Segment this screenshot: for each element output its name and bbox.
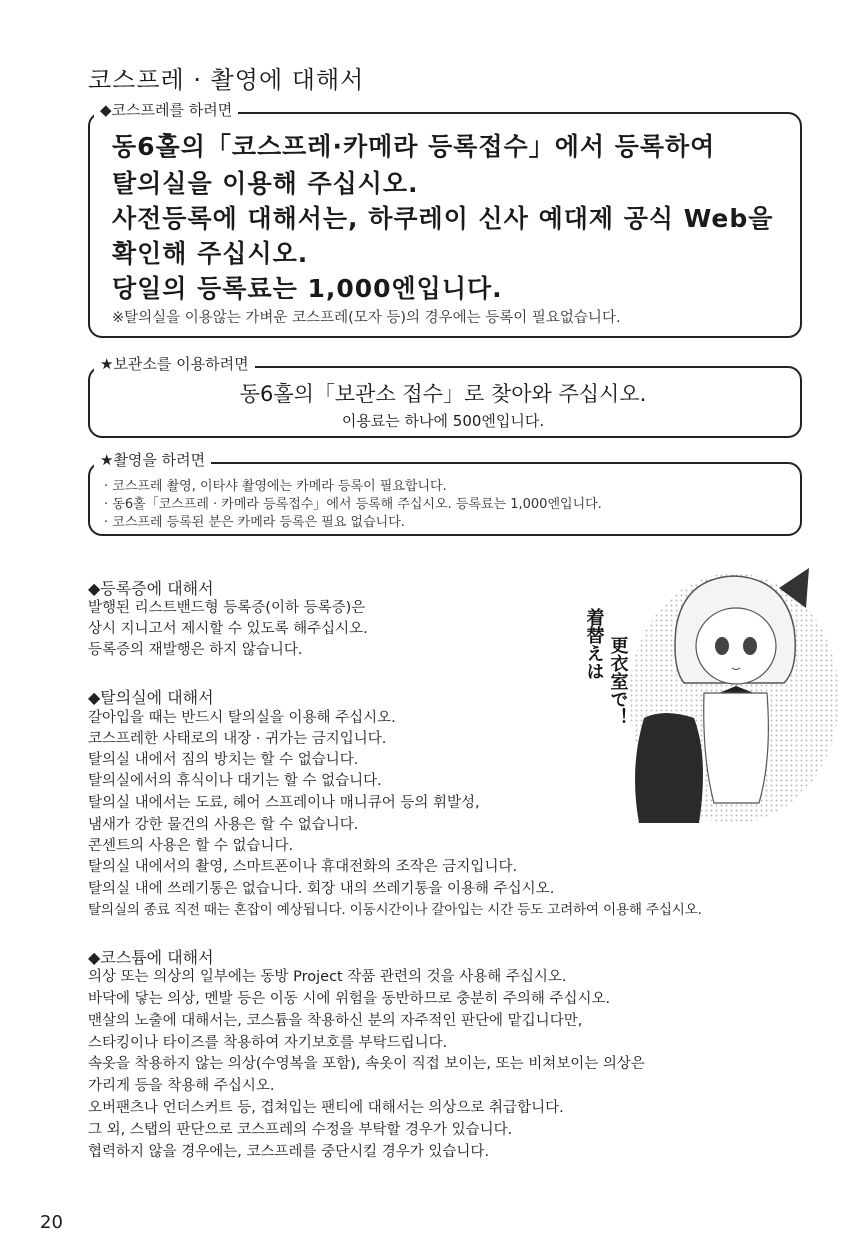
character-face: [696, 608, 776, 684]
costume-line: 오버팬츠나 언더스커트 등, 겹쳐입는 팬티에 대해서는 의상으로 취급합니다.: [88, 1100, 564, 1116]
costume-line: 협력하지 않을 경우에는, 코스프레를 중단시킬 경우가 있습니다.: [88, 1144, 490, 1160]
character-illustration: [584, 558, 844, 828]
changing-room-line: 탈의실에서의 휴식이나 대기는 할 수 없습니다.: [88, 773, 382, 789]
storage-main-text: 동6홀의「보관소 접수」로 찾아와 주십시오.: [239, 382, 647, 406]
box1-line-4: 확인해 주십시오.: [112, 239, 309, 268]
photography-label: ★촬영을 하려면: [94, 449, 211, 470]
costume-line: 그 외, 스탭의 판단으로 코스프레의 수정을 부탁할 경우가 있습니다.: [88, 1122, 513, 1138]
section-head-costume: ◆코스튬에 대해서: [88, 948, 214, 967]
costume-line: 스타킹이나 타이즈를 착용하여 자기보호를 부탁드립니다.: [88, 1035, 448, 1051]
box1-line-3: 사전등록에 대해서는, 하쿠레이 신사 예대제 공식 Web을: [112, 204, 774, 233]
changing-room-line: 탈의실 내에서 짐의 방치는 할 수 없습니다.: [88, 752, 359, 768]
costume-line: 바닥에 닿는 의상, 멘발 등은 이동 시에 위험을 동반하므로 충분히 주의해 주십시오.: [88, 991, 611, 1007]
photography-line-2: · 동6홀「코스프레 · 카메라 등록접수」에서 등록해 주십시오. 등록료는 1,000엔입니다.: [104, 497, 602, 512]
box1-line-5: 당일의 등록료는 1,000엔입니다.: [112, 274, 503, 303]
changing-room-line: 갈아입을 때는 반드시 탈의실을 이용해 주십시오.: [88, 710, 396, 726]
changing-room-line: 탈의실 내에서는 도료, 헤어 스프레이나 매니큐어 등의 휘발성,: [88, 795, 480, 811]
changing-room-line: 냄새가 강한 물건의 사용은 할 수 없습니다.: [88, 817, 359, 833]
changing-room-line: 탈의실 내에 쓰레기통은 없습니다. 회장 내의 쓰레기통을 이용해 주십시오.: [88, 881, 555, 897]
registration-card-line: 발행된 리스트밴드형 등록증(이하 등록증)은: [88, 600, 366, 616]
changing-room-line: 탈의실 내에서의 촬영, 스마트폰이나 휴대전화의 조작은 금지입니다.: [88, 859, 518, 875]
costume-line: 의상 또는 의상의 일부에는 동방 Project 작품 관련의 것을 사용해 주십시오.: [88, 969, 567, 985]
box1-line-2: 탈의실을 이용해 주십시오.: [112, 169, 419, 198]
caption-dressing-room: 更衣室で！: [607, 636, 629, 726]
caption-changing: 着替えは: [584, 608, 605, 680]
registration-card-line: 상시 지니고서 제시할 수 있도록 해주십시오.: [88, 621, 368, 637]
costume-line: 속옷을 착용하지 않는 의상(수영복을 포함), 속옷이 직접 보이는, 또는 비쳐보이는 의상은: [88, 1056, 645, 1072]
character-body: [704, 693, 769, 803]
storage-fee-text: 이용료는 하나에 500엔입니다.: [341, 412, 545, 430]
photography-line-3: · 코스프레 등록된 분은 카메라 등록은 필요 없습니다.: [104, 515, 405, 530]
changing-room-line: 탈의실의 종료 직전 때는 혼잡이 예상됩니다. 이동시간이나 갈아입는 시간 등도 고려하여 이용해 주십시오.: [88, 902, 702, 918]
changing-room-line: 코스프레한 사태로의 내장 · 귀가는 금지입니다.: [88, 731, 387, 747]
cosplay-registration-label: ◆코스프레를 하려면: [94, 99, 238, 120]
section-head-changing-room: ◆탈의실에 대해서: [88, 688, 214, 707]
page-number: 20: [40, 1212, 63, 1233]
costume-line: 가리게 등을 착용해 주십시오.: [88, 1078, 275, 1094]
section-head-registration-card: ◆등록증에 대해서: [88, 579, 214, 598]
box1-line-1: 동6홀의「코스프레·카메라 등록접수」에서 등록하여: [112, 132, 716, 161]
character-illustration-svg: [584, 558, 844, 828]
held-clothing: [635, 713, 703, 823]
storage-label: ★보관소를 이용하려면: [94, 353, 255, 374]
photography-line-1: · 코스프레 촬영, 이타샤 촬영에는 카메라 등록이 필요합니다.: [104, 479, 447, 494]
registration-card-line: 등록증의 재발행은 하지 않습니다.: [88, 642, 303, 658]
page-title: 코스프레 · 촬영에 대해서: [88, 66, 365, 94]
box1-note: ※탈의실을 이용않는 가벼운 코스프레(모자 등)의 경우에는 등록이 필요없습니다.: [112, 310, 621, 326]
costume-line: 맨살의 노출에 대해서는, 코스튬을 착용하신 분의 자주적인 판단에 맡깁니다만,: [88, 1013, 583, 1029]
changing-room-line: 콘센트의 사용은 할 수 없습니다.: [88, 838, 294, 854]
